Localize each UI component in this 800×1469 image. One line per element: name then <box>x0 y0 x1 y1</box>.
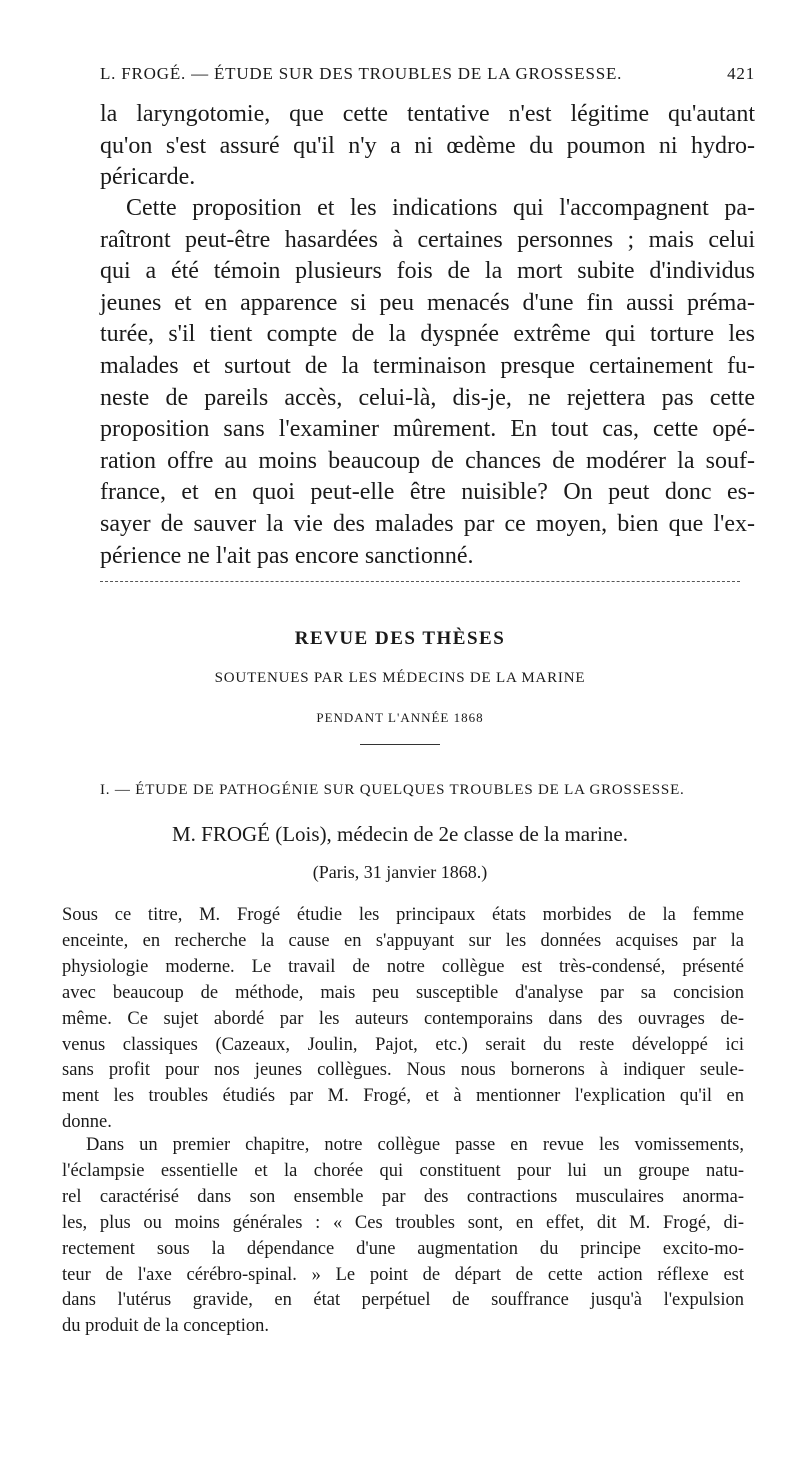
text-line: du produit de la conception. <box>62 1316 270 1337</box>
page-number: 421 <box>727 64 755 83</box>
text-line: ration offre au moins beaucoup de chances de modérer la souf- <box>100 447 755 474</box>
text-line: même. Ce sujet abordé par les auteurs contemporains dans des ouvrages de- <box>62 1008 744 1029</box>
text-line: malades et surtout de la terminaison presque certainement fu- <box>100 352 755 379</box>
text-line: physiologie moderne. Le travail de notre collègue est très-condensé, présenté <box>62 956 744 977</box>
text-line: qui a été témoin plusieurs fois de la mort subite d'individus <box>100 258 755 285</box>
text-line: rectement sous la dépendance d'une augmentation du principe excito-mo- <box>62 1238 744 1259</box>
thesis-author: M. FROGÉ (Lois), médecin de 2e classe de la marine. <box>171 822 629 846</box>
running-head-title: L. FROGÉ. — ÉTUDE SUR DES TROUBLES DE LA GROSSESSE. <box>100 64 623 83</box>
text-line: sayer de sauver la vie des malades par ce moyen, bien que l'ex- <box>100 510 755 537</box>
text-line: péricarde. <box>100 164 196 191</box>
text-line: dans l'utérus gravide, en état perpétuel de souffrance jusqu'à l'expulsion <box>62 1290 744 1311</box>
text-line: turée, s'il tient compte de la dyspnée extrême qui torture les <box>100 321 755 348</box>
paragraph-summary <box>62 903 744 1136</box>
text-line: enceinte, en recherche la cause en s'appuyant sur les données acquises par la <box>62 930 744 951</box>
text-line: périence ne l'ait pas encore sanctionné. <box>100 542 474 569</box>
text-line: ment les troubles étudiés par M. Frogé, et à mentionner l'explication qu'il en <box>62 1086 744 1107</box>
thesis-date: (Paris, 31 janvier 1868.) <box>312 862 488 882</box>
thesis-title: I. — ÉTUDE DE PATHOGÉNIE SUR QUELQUES TROUBLES DE LA GROSSESSE. <box>100 782 685 798</box>
paragraph-proposition <box>100 193 755 572</box>
paragraph-laryngotomie <box>100 99 755 194</box>
text-line: Sous ce titre, M. Frogé étudie les principaux états morbides de la femme <box>62 905 744 925</box>
section-divider <box>100 581 740 582</box>
text-line: l'éclampsie essentielle et la chorée qui constituent pour lui un groupe natu- <box>62 1160 744 1181</box>
text-line: sans profit pour nos jeunes collègues. Nous nous bornerons à indiquer seule- <box>62 1060 744 1081</box>
text-line: avec beaucoup de méthode, mais peu susceptible d'analyse par sa concision <box>62 982 744 1003</box>
text-line: raîtront peut-être hasardées à certaines personnes ; mais celui <box>100 226 755 253</box>
text-line: qu'on s'est assuré qu'il n'y a ni œdème du poumon ni hydro- <box>100 132 755 159</box>
text-line: Dans un premier chapitre, notre collègue passe en revue les vomissements, <box>86 1135 744 1155</box>
text-line: venus classiques (Cazeaux, Joulin, Pajot, etc.) serait du reste développé ici <box>62 1034 744 1055</box>
paragraph-first-chapter <box>62 1133 744 1340</box>
text-line: Cette proposition et les indications qui l'accompagnent pa- <box>126 195 755 221</box>
text-line: les, plus ou moins générales : « Ces troubles sont, en effet, dit M. Frogé, di- <box>62 1212 744 1233</box>
text-line: neste de pareils accès, celui-là, dis-je, ne rejettera pas cette <box>100 384 755 411</box>
short-rule <box>360 744 440 745</box>
text-line: donne. <box>62 1112 112 1133</box>
text-line: france, et en quoi peut-elle être nuisible? On peut donc es- <box>100 479 755 506</box>
section-subtitle-year: PENDANT L'ANNÉE 1868 <box>316 710 484 725</box>
text-line: rel caractérisé dans son ensemble par des contractions musculaires anorma- <box>62 1186 744 1207</box>
text-line: la laryngotomie, que cette tentative n'est légitime qu'autant <box>100 101 755 127</box>
section-title: REVUE DES THÈSES <box>294 628 506 649</box>
section-subtitle: SOUTENUES PAR LES MÉDECINS DE LA MARINE <box>214 670 586 686</box>
text-line: jeunes et en apparence si peu menacés d'une fin aussi préma- <box>100 289 755 316</box>
text-line: proposition sans l'examiner mûrement. En tout cas, cette opé- <box>100 416 755 443</box>
text-line: teur de l'axe cérébro-spinal. » Le point de départ de cette action réflexe est <box>62 1264 744 1285</box>
